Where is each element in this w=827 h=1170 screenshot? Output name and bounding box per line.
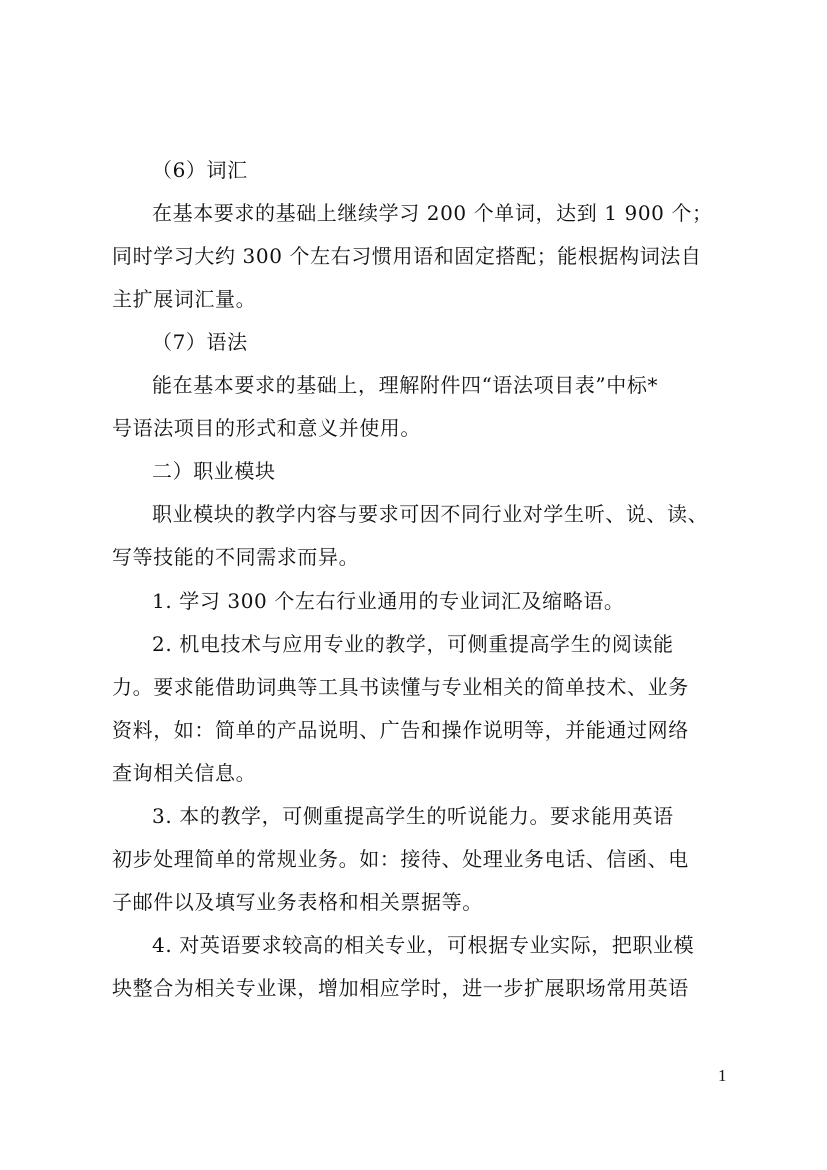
paragraph-line: 子邮件以及填写业务表格和相关票据等。 [112, 890, 483, 914]
paragraph-line: 初步处理简单的常规业务。如：接待、处理业务电话、信函、电 [112, 847, 689, 871]
paragraph-line: 力。要求能借助词典等工具书读懂与专业相关的简单技术、业务 [112, 675, 689, 699]
heading-vocational-module: 二）职业模块 [152, 459, 276, 483]
page-number: 1 [718, 1066, 727, 1085]
paragraph-line: 写等技能的不同需求而异。 [112, 545, 360, 569]
paragraph-line: 能在基本要求的基础上，理解附件四“语法项目表”中标* [152, 373, 659, 397]
paragraph-line: 号语法项目的形式和意义并使用。 [112, 416, 421, 440]
paragraph-line: 主扩展词汇量。 [112, 287, 257, 311]
paragraph-line: 块整合为相关专业课，增加相应学时，进一步扩展职场常用英语 [112, 976, 689, 1000]
paragraph-line: 同时学习大约 300 个左右习惯用语和固定搭配；能根据构词法自 [112, 244, 702, 268]
paragraph-line: 在基本要求的基础上继续学习 200 个单词，达到 1 900 个； [152, 201, 713, 225]
heading-grammar: （7）语法 [152, 330, 248, 354]
list-item-1: 1. 学习 300 个左右行业通用的专业词汇及缩略语。 [152, 589, 625, 613]
paragraph-line: 资料，如：简单的产品说明、广告和操作说明等，并能通过网络 [112, 718, 689, 742]
list-item-4: 4. 对英语要求较高的相关专业，可根据专业实际，把职业模 [152, 933, 695, 957]
paragraph-line: 查询相关信息。 [112, 761, 257, 785]
paragraph-line: 职业模块的教学内容与要求可因不同行业对学生听、说、读、 [152, 502, 709, 526]
list-item-2: 2. 机电技术与应用专业的教学，可侧重提高学生的阅读能 [152, 632, 674, 656]
list-item-3: 3. 本的教学，可侧重提高学生的听说能力。要求能用英语 [152, 804, 674, 828]
heading-vocabulary: （6）词汇 [152, 158, 248, 182]
